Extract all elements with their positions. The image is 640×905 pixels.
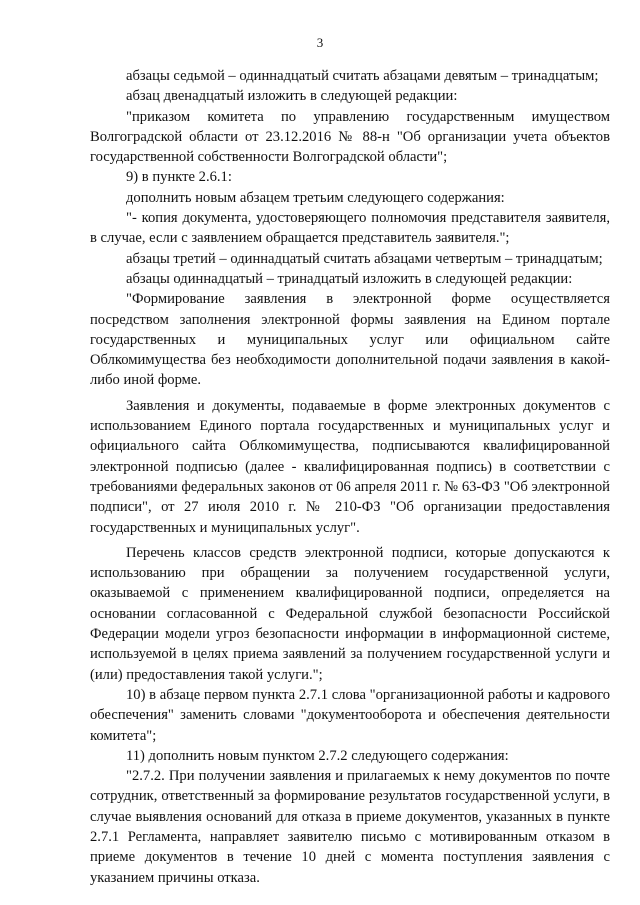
paragraph: 10) в абзаце первом пункта 2.7.1 слова "организационной работы и кадрового обеспечения" заменить словами "документооборота и обеспечения деятельности комитета"; [90, 686, 610, 744]
paragraph: "- копия документа, удостоверяющего полномочия представителя заявителя, в случае, если с заявлением обращается представитель заявителя."; [90, 210, 610, 247]
paragraph: "Формирование заявления в электронной форме осуществляется посредством заполнения электронной формы заявления на Едином портале государственных и муниципальных услуг или официальном сайте Облкомимущества без необходимости дополнительной подачи заявления в какой-либо иной форме. [90, 291, 610, 389]
paragraph: "приказом комитета по управлению государственным имуществом Волгоградской области от 23.12.2016 № 88-н "Об организации учета объектов государственной собственности Волгоградской области"; [90, 108, 610, 166]
paragraph: "2.7.2. При получении заявления и прилагаемых к нему документов по почте сотрудник, ответственный за формирование результатов государственной услуги, в случае выявления оснований для отказа в приеме документов, указанных в пункте 2.7.1 Регламента, направляет заявителю письмо с мотивированным отказом в приеме документов в течение 10 дней с момента поступления заявления с указанием причины отказа. [90, 768, 610, 886]
page-number: 3 [316, 35, 324, 50]
document-body [90, 66, 610, 888]
paragraph: абзацы седьмой – одиннадцатый считать абзацами девятым – тринадцатым; [126, 68, 599, 84]
paragraph: дополнить новым абзацем третьим следующего содержания: [126, 189, 505, 206]
paragraph: абзац двенадцатый изложить в следующей редакции: [126, 88, 458, 105]
paragraph: 11) дополнить новым пунктом 2.7.2 следующего содержания: [126, 747, 509, 764]
paragraph: 9) в пункте 2.6.1: [126, 169, 232, 186]
paragraph: абзацы одиннадцатый – тринадцатый изложить в следующей редакции: [126, 270, 573, 287]
paragraph: Перечень классов средств электронной подписи, которые допускаются к использованию при обращении за получением государственной услуги, оказываемой с применением квалифицированной подписи, определяется на основании согласованной с Федеральной службой безопасности Российской Федерации модели угроз безопасности информации в информационной системе, используемой в целях приема заявлений за получением государственной услуги и (или) предоставления такой услуги."; [90, 544, 610, 683]
paragraph: Заявления и документы, подаваемые в форме электронных документов с использованием Единого портала государственных и муниципальных услуг и официального сайта Облкомимущества, подписываются квалифицированной электронной подписью (далее - квалифицированная подпись) в соответствии с требованиями федеральных законов от 06 апреля 2011 г. № 63-ФЗ "Об электронной подписи", от 27 июля 2010 г. № 210-ФЗ "Об организации предоставления государственных и муниципальных услуг". [90, 397, 610, 536]
paragraph: абзацы третий – одиннадцатый считать абзацами четвертым – тринадцатым; [126, 250, 603, 267]
